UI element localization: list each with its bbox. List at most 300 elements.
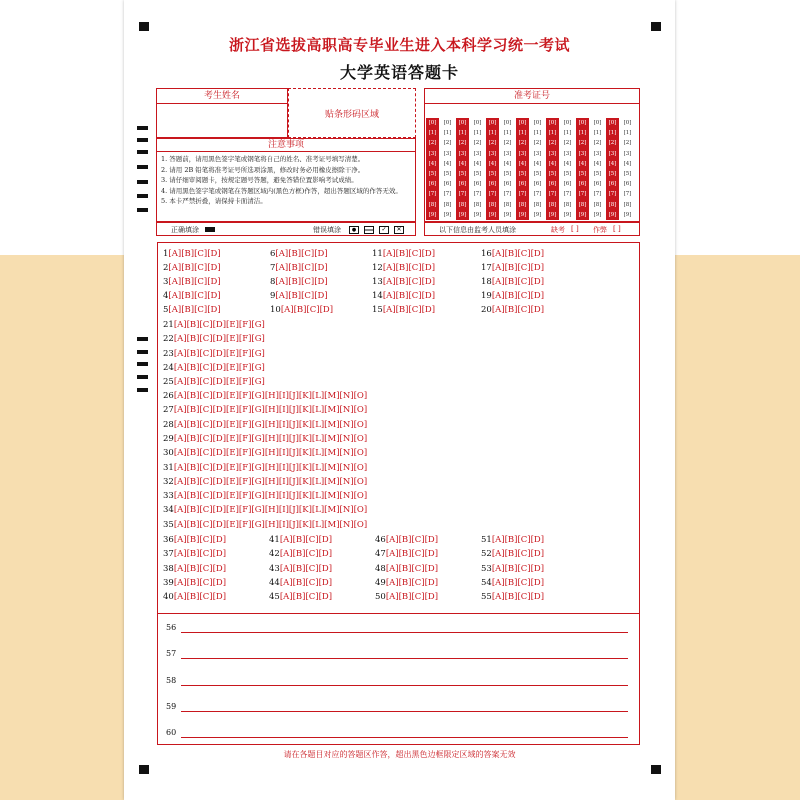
- ticket-digit-option[interactable]: [9]: [443, 211, 452, 218]
- option-bubbles[interactable]: [A][B][C][D][E][F][G]: [173, 334, 265, 345]
- short-answer-number: 56: [166, 623, 177, 632]
- question-9-options[interactable]: [270, 291, 328, 301]
- ticket-digit-option[interactable]: [1]: [473, 130, 482, 137]
- question-27-options[interactable]: [163, 405, 367, 415]
- ticket-digit-column[interactable]: [561, 118, 574, 220]
- option-bubbles[interactable]: [A][B][C][D]: [382, 263, 436, 273]
- ticket-digit-option[interactable]: [5]: [563, 170, 572, 177]
- option-bubbles[interactable]: [A][B][C][D][E][F][G][H][I][J][K][L][M][N][O]: [173, 462, 368, 473]
- question-39-options[interactable]: [163, 578, 226, 588]
- ticket-digit-option[interactable]: [8]: [488, 201, 497, 208]
- question-25-options[interactable]: [163, 377, 265, 387]
- ticket-digit-option[interactable]: [6]: [533, 181, 542, 188]
- ticket-digit-option[interactable]: [6]: [578, 181, 587, 188]
- question-number: 52: [481, 549, 492, 560]
- question-7-options[interactable]: [270, 263, 328, 273]
- option-bubbles[interactable]: [A][B][C][D][E][F][G]: [173, 320, 265, 330]
- question-11-options[interactable]: [372, 249, 435, 259]
- ticket-digit-option[interactable]: [2]: [623, 140, 632, 147]
- ticket-digit-option[interactable]: [7]: [458, 191, 467, 198]
- ticket-digit-option[interactable]: [3]: [443, 150, 452, 157]
- question-45-options[interactable]: [269, 592, 332, 602]
- ticket-digit-option[interactable]: [4]: [533, 160, 542, 167]
- question-30-options[interactable]: [163, 448, 367, 458]
- option-bubbles[interactable]: [A][B][C][D]: [275, 277, 328, 287]
- ticket-digit-option[interactable]: [5]: [473, 170, 482, 177]
- ticket-digit-option[interactable]: [4]: [428, 160, 437, 167]
- timing-mark: [137, 150, 148, 154]
- answer-line[interactable]: [181, 711, 628, 712]
- answer-line[interactable]: [181, 685, 628, 686]
- ticket-digit-option[interactable]: [4]: [458, 160, 467, 167]
- ticket-digit-option[interactable]: [0]: [488, 120, 497, 126]
- question-53-options[interactable]: [481, 564, 544, 574]
- ticket-digit-option[interactable]: [9]: [563, 211, 572, 218]
- ticket-digit-option[interactable]: [5]: [488, 170, 497, 177]
- question-number: 49: [375, 577, 386, 588]
- option-bubbles[interactable]: [A][B][C][D]: [275, 291, 328, 301]
- ticket-digit-option[interactable]: [8]: [458, 201, 467, 208]
- option-bubbles[interactable]: [A][B][C][D][E][F][G]: [173, 377, 265, 388]
- ticket-digit-option[interactable]: [9]: [533, 211, 542, 218]
- ticket-digit-column[interactable]: [471, 118, 484, 220]
- option-bubbles[interactable]: [A][B][C][D]: [173, 592, 227, 603]
- ticket-digit-option[interactable]: [2]: [563, 140, 572, 147]
- option-bubbles[interactable]: [A][B][C][D]: [279, 563, 333, 574]
- question-51-options[interactable]: [481, 535, 544, 545]
- option-bubbles[interactable]: [A][B][C][D]: [491, 263, 545, 273]
- ticket-digit-column[interactable]: [441, 118, 454, 220]
- option-bubbles[interactable]: [A][B][C][D]: [491, 249, 545, 259]
- short-answer-row[interactable]: [166, 649, 628, 661]
- ticket-digit-option[interactable]: [8]: [578, 201, 587, 208]
- ticket-digit-column[interactable]: [606, 118, 619, 220]
- option-bubbles[interactable]: [A][B][C][D]: [279, 577, 333, 588]
- ticket-digit-option[interactable]: [9]: [473, 211, 482, 218]
- ticket-digit-option[interactable]: [3]: [473, 150, 482, 157]
- question-number: 1: [163, 249, 169, 259]
- wrong-fill-label: 错误填涂: [313, 226, 341, 234]
- ticket-digit-option[interactable]: [4]: [443, 160, 452, 167]
- option-bubbles[interactable]: [A][B][C][D]: [385, 577, 439, 588]
- question-6-options[interactable]: [270, 249, 328, 259]
- option-bubbles[interactable]: [A][B][C][D]: [491, 277, 545, 287]
- ticket-digit-option[interactable]: [2]: [428, 140, 437, 147]
- question-34-options[interactable]: [163, 505, 367, 515]
- ticket-digit-option[interactable]: [6]: [563, 181, 572, 188]
- question-number: 8: [270, 277, 276, 287]
- ticket-digit-option[interactable]: [4]: [578, 160, 587, 167]
- question-number: 25: [163, 377, 174, 388]
- ticket-digit-column[interactable]: [531, 118, 544, 220]
- answer-line[interactable]: [181, 737, 628, 738]
- ticket-digit-option[interactable]: [6]: [623, 181, 632, 188]
- ticket-digit-option[interactable]: [4]: [488, 160, 497, 167]
- ticket-digit-option[interactable]: [0]: [593, 120, 602, 126]
- ticket-digit-option[interactable]: [5]: [548, 170, 557, 177]
- option-bubbles[interactable]: [A][B][C][D]: [279, 549, 333, 560]
- ticket-digit-option[interactable]: [5]: [593, 170, 602, 177]
- question-28-options[interactable]: [163, 420, 367, 430]
- question-5-options[interactable]: [163, 305, 221, 315]
- ticket-digit-option[interactable]: [8]: [473, 201, 482, 208]
- ticket-digit-option[interactable]: [8]: [623, 201, 632, 208]
- proctor-row: [424, 222, 640, 236]
- proctor-label: 以下信息由监考人员填涂: [439, 226, 516, 234]
- question-54-options[interactable]: [481, 578, 544, 588]
- question-55-options[interactable]: [481, 592, 544, 602]
- ticket-digit-option[interactable]: [4]: [623, 160, 632, 167]
- ticket-digit-option[interactable]: [5]: [428, 170, 437, 177]
- ticket-digit-option[interactable]: [5]: [503, 170, 512, 177]
- option-bubbles[interactable]: [A][B][C][D]: [382, 291, 436, 301]
- option-bubbles[interactable]: [A][B][C][D]: [279, 592, 333, 603]
- ticket-digit-option[interactable]: [3]: [533, 150, 542, 157]
- student-name-box[interactable]: [156, 88, 288, 138]
- option-bubbles[interactable]: [A][B][C][D]: [173, 549, 227, 560]
- question-41-options[interactable]: [269, 535, 332, 545]
- question-19-options[interactable]: [481, 291, 544, 301]
- ticket-digit-option[interactable]: [6]: [608, 181, 617, 188]
- option-bubbles[interactable]: [A][B][C][D]: [168, 249, 221, 259]
- ticket-digit-option[interactable]: [9]: [503, 211, 512, 218]
- ticket-digit-option[interactable]: [7]: [518, 191, 527, 198]
- ticket-digit-option[interactable]: [6]: [443, 181, 452, 188]
- ticket-digit-option[interactable]: [9]: [518, 211, 527, 218]
- absent-box[interactable]: [ ]: [571, 225, 579, 233]
- question-38-options[interactable]: [163, 564, 226, 574]
- option-bubbles[interactable]: [A][B][C][D][E][F][G]: [173, 362, 265, 373]
- short-answer-row[interactable]: [166, 623, 628, 635]
- section-divider: [158, 613, 639, 614]
- ticket-digit-option[interactable]: [7]: [533, 191, 542, 198]
- question-16-options[interactable]: [481, 249, 544, 259]
- ticket-digit-option[interactable]: [5]: [443, 170, 452, 177]
- ticket-digit-option[interactable]: [8]: [428, 201, 437, 208]
- fill-example-row: [156, 222, 416, 236]
- ticket-digit-option[interactable]: [1]: [533, 130, 542, 137]
- question-22-options[interactable]: [163, 334, 265, 344]
- ticket-digit-option[interactable]: [2]: [593, 140, 602, 147]
- option-bubbles[interactable]: [A][B][C][D]: [173, 535, 227, 545]
- ticket-digit-option[interactable]: [4]: [503, 160, 512, 167]
- option-bubbles[interactable]: [A][B][C][D]: [168, 263, 221, 273]
- question-46-options[interactable]: [375, 535, 438, 545]
- option-bubbles[interactable]: [A][B][C][D]: [385, 535, 439, 545]
- ticket-digit-option[interactable]: [1]: [623, 130, 632, 137]
- option-bubbles[interactable]: [A][B][C][D]: [385, 549, 439, 560]
- timing-mark: [137, 165, 148, 169]
- ticket-digit-option[interactable]: [1]: [518, 130, 527, 137]
- option-bubbles[interactable]: [A][B][C][D]: [168, 291, 221, 301]
- question-47-options[interactable]: [375, 549, 438, 559]
- ticket-digit-option[interactable]: [5]: [518, 170, 527, 177]
- ticket-digit-option[interactable]: [7]: [488, 191, 497, 198]
- ticket-digit-option[interactable]: [7]: [608, 191, 617, 198]
- option-bubbles[interactable]: [A][B][C][D]: [168, 277, 221, 287]
- ticket-digit-option[interactable]: [1]: [428, 130, 437, 137]
- option-bubbles[interactable]: [A][B][C][D]: [280, 305, 334, 315]
- question-42-options[interactable]: [269, 549, 332, 559]
- ticket-digit-option[interactable]: [1]: [548, 130, 557, 137]
- ticket-digit-option[interactable]: [2]: [443, 140, 452, 147]
- ticket-digit-option[interactable]: [7]: [623, 191, 632, 198]
- ticket-digit-option[interactable]: [6]: [458, 181, 467, 188]
- question-8-options[interactable]: [270, 277, 328, 287]
- ticket-digit-option[interactable]: [9]: [458, 211, 467, 218]
- ticket-digit-option[interactable]: [0]: [443, 120, 452, 126]
- ticket-digit-option[interactable]: [0]: [548, 120, 557, 126]
- ticket-digit-option[interactable]: [2]: [488, 140, 497, 147]
- question-40-options[interactable]: [163, 592, 226, 602]
- option-bubbles[interactable]: [A][B][C][D]: [491, 535, 545, 545]
- ticket-digit-option[interactable]: [3]: [578, 150, 587, 157]
- question-44-options[interactable]: [269, 578, 332, 588]
- ticket-digit-option[interactable]: [1]: [593, 130, 602, 137]
- question-49-options[interactable]: [375, 578, 438, 588]
- option-bubbles[interactable]: [A][B][C][D]: [491, 305, 545, 315]
- question-15-options[interactable]: [372, 305, 435, 315]
- ticket-digit-option[interactable]: [5]: [533, 170, 542, 177]
- question-29-options[interactable]: [163, 434, 367, 444]
- ticket-digit-option[interactable]: [6]: [518, 181, 527, 188]
- ticket-digit-option[interactable]: [0]: [623, 120, 632, 126]
- question-14-options[interactable]: [372, 291, 435, 301]
- question-23-options[interactable]: [163, 349, 265, 359]
- ticket-digit-option[interactable]: [2]: [548, 140, 557, 147]
- corner-mark-top-right: [651, 22, 661, 31]
- ticket-digit-option[interactable]: [8]: [443, 201, 452, 208]
- question-21-options[interactable]: [163, 320, 265, 330]
- ticket-digit-option[interactable]: [0]: [533, 120, 542, 126]
- timing-mark: [137, 208, 148, 212]
- ticket-digit-column[interactable]: [486, 118, 499, 220]
- answer-line[interactable]: [181, 658, 628, 659]
- ticket-digit-option[interactable]: [8]: [563, 201, 572, 208]
- option-bubbles[interactable]: [A][B][C][D][E][F][G][H][I][J][K][L][M][N][O]: [173, 405, 368, 416]
- ticket-digit-option[interactable]: [3]: [458, 150, 467, 157]
- ticket-digit-option[interactable]: [8]: [503, 201, 512, 208]
- ticket-digit-option[interactable]: [9]: [593, 211, 602, 218]
- question-43-options[interactable]: [269, 564, 332, 574]
- ticket-digit-option[interactable]: [4]: [473, 160, 482, 167]
- option-bubbles[interactable]: [A][B][C][D]: [382, 249, 436, 259]
- ticket-digit-option[interactable]: [8]: [608, 201, 617, 208]
- question-18-options[interactable]: [481, 277, 544, 287]
- option-bubbles[interactable]: [A][B][C][D]: [491, 577, 545, 588]
- ticket-digit-option[interactable]: [7]: [428, 191, 437, 198]
- option-bubbles[interactable]: [A][B][C][D][E][F][G]: [173, 348, 265, 359]
- ticket-digit-option[interactable]: [2]: [458, 140, 467, 147]
- option-bubbles[interactable]: [A][B][C][D]: [275, 263, 328, 273]
- ticket-digit-option[interactable]: [6]: [473, 181, 482, 188]
- ticket-digit-option[interactable]: [7]: [593, 191, 602, 198]
- question-36-options[interactable]: [163, 535, 226, 545]
- ticket-digit-option[interactable]: [3]: [608, 150, 617, 157]
- ticket-digit-option[interactable]: [4]: [548, 160, 557, 167]
- ticket-digit-option[interactable]: [3]: [563, 150, 572, 157]
- question-32-options[interactable]: [163, 477, 367, 487]
- option-bubbles[interactable]: [A][B][C][D][E][F][G][H][I][J][K][L][M][N][O]: [173, 519, 368, 530]
- option-bubbles[interactable]: [A][B][C][D][E][F][G][H][I][J][K][L][M][N][O]: [173, 491, 368, 502]
- question-26-options[interactable]: [163, 391, 367, 401]
- ticket-digit-option[interactable]: [0]: [578, 120, 587, 126]
- ticket-digit-option[interactable]: [2]: [518, 140, 527, 147]
- ticket-digit-option[interactable]: [1]: [503, 130, 512, 137]
- question-48-options[interactable]: [375, 564, 438, 574]
- ticket-digit-option[interactable]: [9]: [548, 211, 557, 218]
- ticket-digit-option[interactable]: [7]: [563, 191, 572, 198]
- ticket-digit-option[interactable]: [1]: [488, 130, 497, 137]
- ticket-digit-option[interactable]: [8]: [593, 201, 602, 208]
- ticket-digit-option[interactable]: [0]: [563, 120, 572, 126]
- short-answer-row[interactable]: [166, 702, 628, 714]
- ticket-digit-column[interactable]: [621, 118, 634, 220]
- ticket-digit-option[interactable]: [9]: [608, 211, 617, 218]
- option-bubbles[interactable]: [A][B][C][D]: [382, 277, 436, 287]
- question-33-options[interactable]: [163, 491, 367, 501]
- ticket-digit-option[interactable]: [3]: [518, 150, 527, 157]
- ticket-digit-option[interactable]: [0]: [428, 120, 437, 126]
- question-number: 32: [163, 476, 174, 487]
- option-bubbles[interactable]: [A][B][C][D]: [382, 305, 436, 315]
- question-12-options[interactable]: [372, 263, 435, 273]
- question-52-options[interactable]: [481, 549, 544, 559]
- ticket-digit-option[interactable]: [8]: [518, 201, 527, 208]
- ticket-digit-option[interactable]: [9]: [623, 211, 632, 218]
- question-50-options[interactable]: [375, 592, 438, 602]
- option-bubbles[interactable]: [A][B][C][D][E][F][G][H][I][J][K][L][M][N][O]: [173, 448, 368, 459]
- ticket-digit-option[interactable]: [0]: [458, 120, 467, 126]
- ticket-digit-option[interactable]: [1]: [458, 130, 467, 137]
- option-bubbles[interactable]: [A][B][C][D]: [279, 535, 333, 545]
- option-bubbles[interactable]: [A][B][C][D]: [173, 577, 227, 588]
- ticket-digit-option[interactable]: [2]: [533, 140, 542, 147]
- ticket-digit-option[interactable]: [1]: [608, 130, 617, 137]
- cheat-box[interactable]: [ ]: [613, 225, 621, 233]
- ticket-digit-option[interactable]: [9]: [428, 211, 437, 218]
- question-35-options[interactable]: [163, 520, 367, 530]
- option-bubbles[interactable]: [A][B][C][D]: [275, 249, 328, 259]
- option-bubbles[interactable]: [A][B][C][D]: [385, 592, 439, 603]
- ticket-digit-option[interactable]: [9]: [488, 211, 497, 218]
- ticket-digit-option[interactable]: [4]: [593, 160, 602, 167]
- ticket-digit-column[interactable]: [591, 118, 604, 220]
- ticket-digit-option[interactable]: [0]: [503, 120, 512, 126]
- ticket-digit-option[interactable]: [2]: [503, 140, 512, 147]
- ticket-digit-option[interactable]: [3]: [503, 150, 512, 157]
- ticket-digit-column[interactable]: [576, 118, 589, 220]
- option-bubbles[interactable]: [A][B][C][D]: [173, 563, 227, 574]
- ticket-digit-option[interactable]: [7]: [473, 191, 482, 198]
- wrong-fill-dot-icon: ●: [349, 226, 359, 234]
- ticket-digit-option[interactable]: [8]: [533, 201, 542, 208]
- option-bubbles[interactable]: [A][B][C][D]: [491, 563, 545, 574]
- ticket-digit-option[interactable]: [5]: [458, 170, 467, 177]
- ticket-digit-option[interactable]: [1]: [443, 130, 452, 137]
- ticket-digit-option[interactable]: [3]: [593, 150, 602, 157]
- ticket-digit-option[interactable]: [6]: [548, 181, 557, 188]
- ticket-digit-option[interactable]: [1]: [563, 130, 572, 137]
- ticket-digit-option[interactable]: [3]: [548, 150, 557, 157]
- question-24-options[interactable]: [163, 363, 265, 373]
- option-bubbles[interactable]: [A][B][C][D]: [491, 549, 545, 560]
- question-17-options[interactable]: [481, 263, 544, 273]
- option-bubbles[interactable]: [A][B][C][D]: [168, 305, 221, 315]
- ticket-digit-option[interactable]: [7]: [443, 191, 452, 198]
- short-answer-row[interactable]: [166, 676, 628, 688]
- answer-line[interactable]: [181, 632, 628, 633]
- ticket-digit-option[interactable]: [7]: [578, 191, 587, 198]
- option-bubbles[interactable]: [A][B][C][D]: [491, 291, 545, 301]
- ticket-digit-column[interactable]: [501, 118, 514, 220]
- ticket-digit-option[interactable]: [0]: [518, 120, 527, 126]
- ticket-digit-option[interactable]: [2]: [473, 140, 482, 147]
- question-31-options[interactable]: [163, 463, 367, 473]
- ticket-digit-column[interactable]: [426, 118, 439, 220]
- option-bubbles[interactable]: [A][B][C][D][E][F][G][H][I][J][K][L][M][N][O]: [173, 505, 368, 516]
- ticket-digit-option[interactable]: [3]: [623, 150, 632, 157]
- question-number: 46: [375, 535, 386, 545]
- ticket-digit-option[interactable]: [3]: [428, 150, 437, 157]
- ticket-digit-option[interactable]: [6]: [428, 181, 437, 188]
- question-number: 35: [163, 519, 174, 530]
- question-13-options[interactable]: [372, 277, 435, 287]
- question-10-options[interactable]: [270, 305, 333, 315]
- ticket-digit-option[interactable]: [5]: [578, 170, 587, 177]
- ticket-digit-option[interactable]: [2]: [608, 140, 617, 147]
- ticket-digit-option[interactable]: [5]: [608, 170, 617, 177]
- option-bubbles[interactable]: [A][B][C][D][E][F][G][H][I][J][K][L][M][N][O]: [173, 433, 368, 444]
- ticket-digit-option[interactable]: [7]: [503, 191, 512, 198]
- option-bubbles[interactable]: [A][B][C][D][E][F][G][H][I][J][K][L][M][N][O]: [173, 419, 368, 430]
- short-answer-row[interactable]: [166, 728, 628, 740]
- question-number: 14: [372, 291, 383, 301]
- ticket-digit-column[interactable]: [456, 118, 469, 220]
- ticket-digit-option[interactable]: [6]: [503, 181, 512, 188]
- ticket-digit-option[interactable]: [2]: [578, 140, 587, 147]
- ticket-digit-option[interactable]: [6]: [488, 181, 497, 188]
- ticket-digit-option[interactable]: [4]: [518, 160, 527, 167]
- ticket-digit-option[interactable]: [7]: [548, 191, 557, 198]
- question-20-options[interactable]: [481, 305, 544, 315]
- question-2-options[interactable]: [163, 263, 221, 273]
- ticket-digit-option[interactable]: [1]: [578, 130, 587, 137]
- ticket-digit-option[interactable]: [9]: [578, 211, 587, 218]
- question-number: 38: [163, 563, 174, 574]
- ticket-digit-option[interactable]: [0]: [473, 120, 482, 126]
- question-number: 43: [269, 563, 280, 574]
- question-number: 33: [163, 491, 174, 502]
- ticket-digit-option[interactable]: [3]: [488, 150, 497, 157]
- ticket-digit-option[interactable]: [5]: [623, 170, 632, 177]
- option-bubbles[interactable]: [A][B][C][D]: [385, 563, 439, 574]
- question-1-options[interactable]: [163, 249, 221, 259]
- ticket-digit-column[interactable]: [516, 118, 529, 220]
- ticket-digit-option[interactable]: [6]: [593, 181, 602, 188]
- ticket-digit-option[interactable]: [8]: [548, 201, 557, 208]
- ticket-digit-column[interactable]: [546, 118, 559, 220]
- question-3-options[interactable]: [163, 277, 221, 287]
- option-bubbles[interactable]: [A][B][C][D][E][F][G][H][I][J][K][L][M][N][O]: [173, 391, 368, 401]
- ticket-digit-option[interactable]: [4]: [563, 160, 572, 167]
- ticket-digit-option[interactable]: [0]: [608, 120, 617, 126]
- question-4-options[interactable]: [163, 291, 221, 301]
- option-bubbles[interactable]: [A][B][C][D][E][F][G][H][I][J][K][L][M][N][O]: [173, 476, 368, 487]
- ticket-digit-option[interactable]: [4]: [608, 160, 617, 167]
- question-37-options[interactable]: [163, 549, 226, 559]
- option-bubbles[interactable]: [A][B][C][D]: [491, 592, 545, 603]
